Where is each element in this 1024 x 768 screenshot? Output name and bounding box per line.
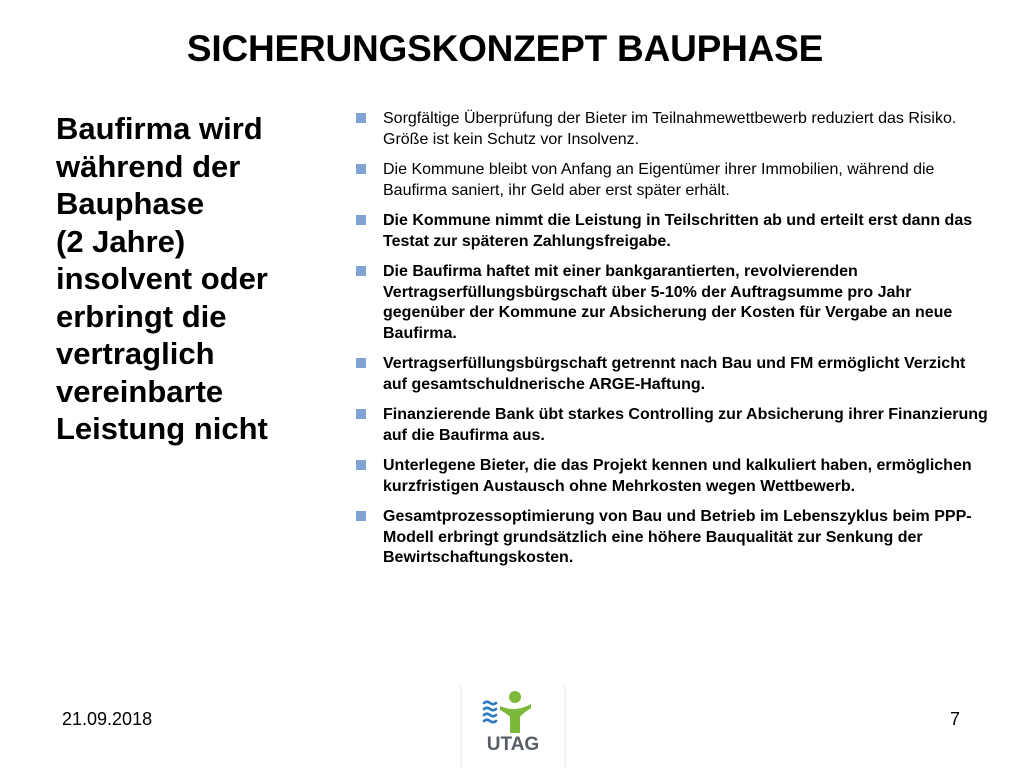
bullet-item [353, 109, 993, 150]
lead-line: Bauphase [56, 186, 205, 221]
bullet-text: Gesamtprozessoptimierung von Bau und Betrieb im Lebenszyklus beim PPP-Modell erbringt grundsätzlich eine höhere Bauqualität zur Senkung der Bewirtschaftungskosten. [383, 508, 972, 566]
slide-title: SICHERUNGSKONZEPT BAUPHASE [186, 28, 824, 69]
bullet-text: Die Kommune nimmt die Leistung in Teilschritten ab und erteilt erst dann das Testat zur späteren Zahlungsfreigabe. [383, 212, 973, 250]
bullet-item [353, 507, 993, 569]
lead-line: (2 Jahre) [56, 223, 186, 259]
lead-line: Baufirma wird [56, 111, 263, 146]
bullet-item [353, 405, 993, 446]
bullet-text: Sorgfältige Überprüfung der Bieter im Teilnahmewettbewerb reduziert das Risiko. Größe ist kein Schutz vor Insolvenz. [383, 110, 957, 148]
page-number: 7 [950, 709, 961, 729]
square-bullet-icon [356, 409, 366, 419]
lead-line: erbringt die [56, 298, 227, 334]
bullet-item [353, 262, 993, 344]
bullet-item [353, 456, 993, 497]
bullet-text: Die Baufirma haftet mit einer bankgarantierten, revolvierenden Vertragserfüllungsbürgschaft über 5-10% der Auftragsumme pro Jahr gegenüber der Kommune zur Absicherung der Kosten für Vergabe an neue Baufirma. [383, 263, 953, 342]
lead-line: vertraglich [56, 336, 215, 371]
square-bullet-icon [356, 358, 366, 368]
square-bullet-icon [356, 460, 366, 470]
utag-logo [460, 686, 566, 768]
footer-date: 21.09.2018 [62, 709, 153, 729]
water-waves-icon [484, 702, 496, 723]
bullet-item [353, 354, 993, 395]
lead-line: Leistung nicht [56, 411, 268, 446]
lead-line: während der [56, 148, 241, 184]
square-bullet-icon [356, 164, 366, 174]
square-bullet-icon [356, 266, 366, 276]
bullet-text: Finanzierende Bank übt starkes Controlling zur Absicherung ihrer Finanzierung auf die Baufirma aus. [383, 406, 988, 444]
logo-text: UTAG [486, 734, 540, 755]
bullet-item [353, 160, 993, 201]
bullet-text: Unterlegene Bieter, die das Projekt kennen und kalkuliert haben, ermöglichen kurzfristigen Austausch ohne Mehrkosten wegen Wettbewerb. [383, 457, 972, 495]
lead-line: insolvent oder [56, 261, 268, 296]
square-bullet-icon [356, 113, 366, 123]
person-figure-icon [500, 691, 531, 733]
lead-line: vereinbarte [56, 373, 224, 409]
bullet-text: Vertragserfüllungsbürgschaft getrennt nach Bau und FM ermöglicht Verzicht auf gesamtschuldnerische ARGE-Haftung. [383, 355, 966, 393]
bullet-item [353, 211, 993, 252]
utag-logo-graphic [462, 686, 564, 768]
bullet-text: Die Kommune bleibt von Anfang an Eigentümer ihrer Immobilien, während die Baufirma saniert, ihr Geld aber erst später erhält. [383, 161, 935, 199]
bullet-list [353, 109, 993, 579]
square-bullet-icon [356, 511, 366, 521]
lead-statement [56, 110, 336, 448]
square-bullet-icon [356, 215, 366, 225]
